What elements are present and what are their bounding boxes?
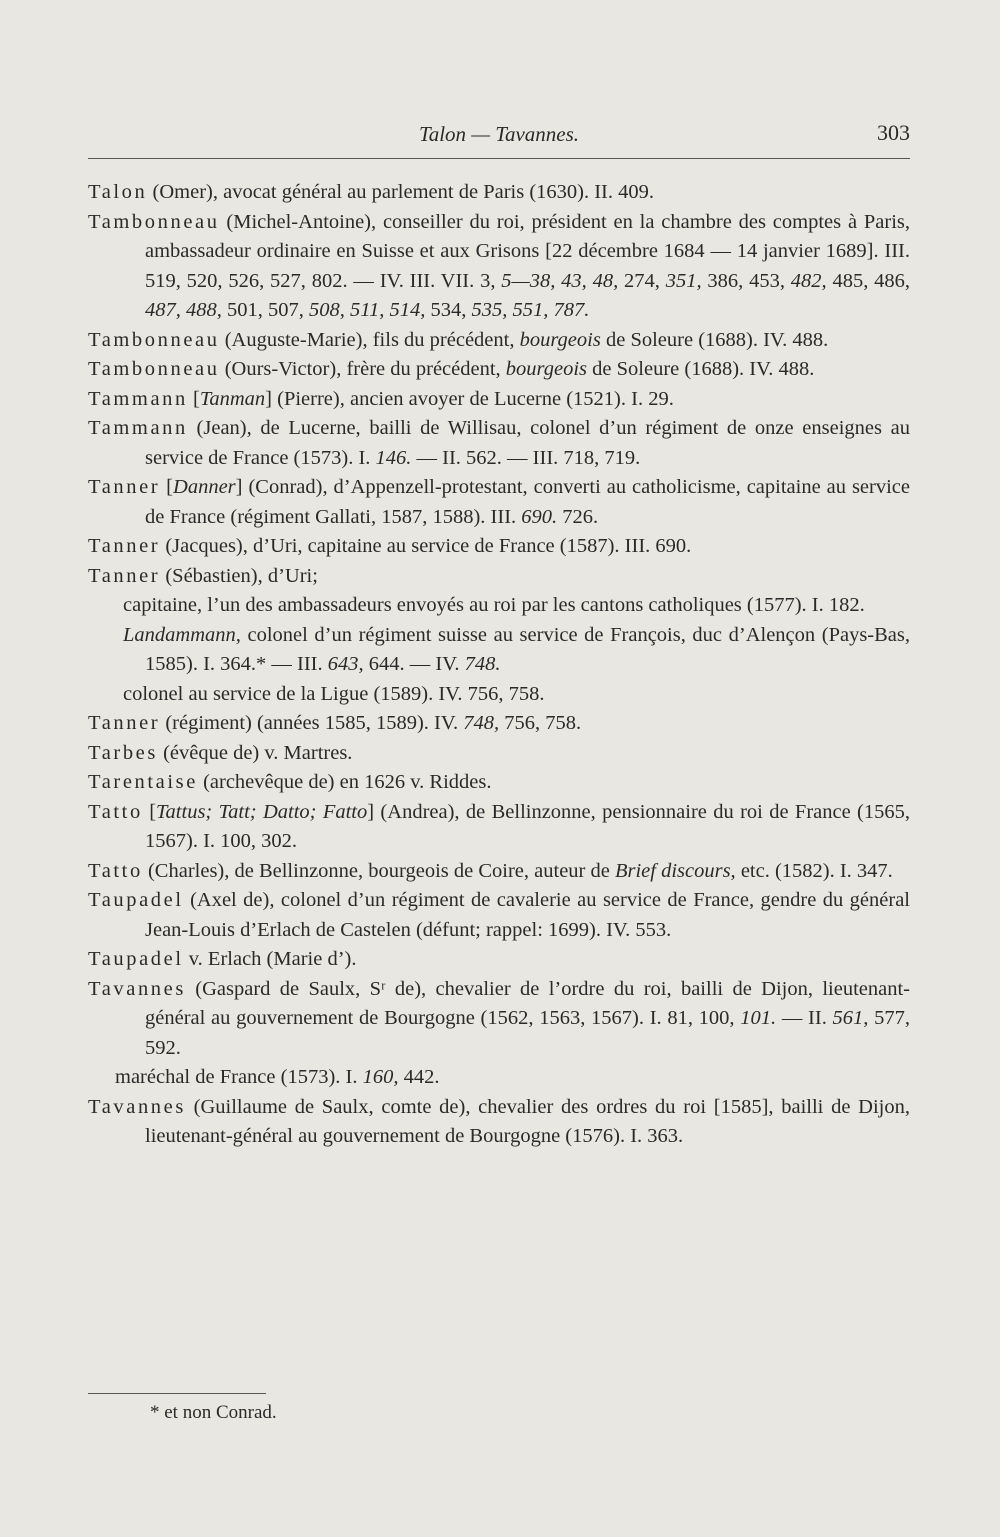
entry-text: 644. — IV. [363, 653, 465, 675]
entry-headword: Tanner [88, 712, 161, 734]
entry-text-italic: Landammann, [123, 623, 241, 646]
entry-headword: Tambonneau [88, 328, 220, 351]
entry-headword: Tavannes [88, 977, 186, 1000]
index-entry [88, 739, 910, 769]
entry-text: (évêque de) v. Martres. [157, 741, 353, 764]
index-entry [88, 768, 910, 798]
entry-text-italic: 101. [740, 1007, 777, 1029]
entry-text: (Omer), avocat général au parlement de Paris (1630). II. 409. [147, 181, 654, 203]
entry-text-italic: 748, [463, 712, 500, 734]
entry-text: (archevêque de) en 1626 v. Riddes. [197, 771, 492, 793]
index-entry [88, 385, 910, 415]
entry-text: 577, 592. [145, 1007, 911, 1059]
entry-text-italic: 561, [832, 1007, 869, 1029]
entry-text: (régiment) (années 1585, 1589). IV. [160, 712, 464, 734]
entry-text: (Guillaume de Saulx, comte de), chevalier des ordres du roi [1585], bailli de Dijon, lieutenant-général au gouvernement de Bourgogne (1576). I. 363. [145, 1095, 910, 1147]
index-entries [88, 178, 910, 1152]
entry-text: v. Erlach (Marie d’). [183, 948, 357, 970]
index-entry [88, 473, 910, 532]
entry-text: 534, [425, 299, 472, 321]
entry-text-italic: Tattus; Tatt; Datto; Fatto [156, 800, 368, 823]
entry-text-italic: 146. [375, 446, 412, 469]
index-entry [88, 326, 910, 356]
entry-text-italic: Danner [173, 476, 236, 498]
entry-headword: Taupadel [88, 948, 184, 970]
entry-text-italic: 487, 488, [145, 299, 222, 321]
entry-text-italic: 690. [521, 505, 558, 528]
entry-text: colonel au service de la Ligue (1589). IV. 756, 758. [123, 682, 545, 705]
entry-headword: Taupadel [88, 889, 184, 911]
entry-text: (Charles), de Bellinzonne, bourgeois de Coire, auteur de [142, 859, 615, 882]
entry-headword: Tatto [88, 800, 143, 823]
entry-text-italic: 535, 551, 787. [471, 299, 590, 321]
entry-headword: Tavannes [88, 1095, 186, 1118]
footnote-rule [88, 1393, 266, 1394]
index-entry [88, 532, 910, 562]
index-entry [88, 1093, 910, 1152]
entry-text-italic: bourgeois [519, 328, 601, 351]
entry-text: (Jean), de Lucerne, bailli de Willisau, colonel d’un régiment de onze enseignes au service de France (1573). I. [145, 417, 910, 469]
index-entry [88, 208, 910, 326]
entry-headword: Tambonneau [88, 358, 220, 380]
entry-text: (Jacques), d’Uri, capitaine au service de France (1587). III. 690. [160, 535, 692, 557]
running-head [88, 118, 910, 159]
entry-text: 386, 453, [701, 269, 791, 292]
footnote: * et non Conrad. [150, 1402, 277, 1423]
entry-text-italic: Brief discours, [614, 859, 736, 882]
entry-text-italic: 351, [665, 269, 702, 292]
entry-text: 756, 758. [499, 712, 582, 734]
entry-text: 485, 486, [826, 269, 911, 292]
entry-text: [ [160, 476, 174, 498]
entry-headword: Tatto [88, 859, 143, 882]
entry-text: de Soleure (1688). IV. 488. [600, 328, 829, 351]
entry-headword: Tarentaise [88, 771, 198, 793]
index-entry [88, 945, 910, 975]
entry-text: maréchal de France (1573). I. [115, 1066, 363, 1088]
entry-text: (Ours-Victor), frère du précédent, [219, 358, 506, 380]
index-subentry [88, 680, 910, 710]
entry-headword: Tammann [88, 417, 188, 439]
entry-text: 726. [557, 505, 599, 528]
entry-text: ] (Conrad), d’Appenzell-protestant, converti au catholicisme, capitaine au service de France (régiment Gallati, 1587, 1588). III. [145, 476, 911, 528]
page-number: 303 [877, 120, 910, 145]
entry-text-italic: 160, [362, 1066, 399, 1088]
entry-text: capitaine, l’un des ambassadeurs envoyés au roi par les cantons catholiques (1577). I. 182. [123, 594, 865, 616]
index-entry [88, 355, 910, 385]
entry-text: — II. 562. — III. 718, 719. [411, 446, 641, 469]
entry-headword: Tanner [88, 476, 161, 498]
entry-text: 501, 507, [221, 299, 309, 321]
index-entry [88, 798, 910, 857]
entry-text: ] (Pierre), ancien avoyer de Lucerne (1521). I. 29. [265, 387, 674, 410]
index-subentry [88, 591, 910, 621]
index-entry [88, 886, 910, 945]
index-entry [88, 414, 910, 473]
entry-text: — II. [776, 1007, 833, 1029]
entry-text: de Soleure (1688). IV. 488. [587, 358, 815, 380]
index-subentry [88, 621, 910, 680]
index-entry [88, 975, 910, 1064]
entry-text: colonel d’un régiment suisse au service de François, duc d’Alençon (Pays-Bas, 1585). I. 364.* — III. [145, 623, 910, 675]
index-entry [88, 178, 910, 208]
entry-text-italic: 748. [464, 653, 501, 675]
entry-text-italic: 5—38, 43, 48, [501, 269, 619, 292]
entry-text: ] (Andrea), de Bellinzonne, pensionnaire du roi de France (1565, 1567). I. 100, 302. [145, 800, 911, 852]
entry-headword: Tanner [88, 535, 161, 557]
entry-text: etc. (1582). I. 347. [735, 859, 893, 882]
entry-text: 442. [398, 1066, 440, 1088]
entry-text: (Michel-Antoine), conseiller du roi, président en la chambre des comptes à Paris, ambassadeur ordinaire en Suisse et aux Grisons [22 décembre 1684 — 14 janvier 1689]. III. 519, 520, 526, 527, 802. — IV. III. VII. 3, [145, 210, 910, 292]
entry-text: [ [187, 387, 200, 410]
entry-text-italic: 643, [327, 653, 364, 675]
entry-text: [ [142, 800, 157, 823]
index-entry [88, 709, 910, 739]
entry-headword: Tanner [88, 564, 161, 587]
entry-headword: Talon [88, 181, 148, 203]
entry-text: (Axel de), colonel d’un régiment de cavalerie au service de France, gendre du général Jean-Louis d’Erlach de Castelen (défunt; rappel: 1699). IV. 553. [145, 889, 910, 941]
running-title: Talon — Tavannes. [418, 122, 580, 146]
entry-text: (Gaspard de Saulx, Sʳ de), chevalier de l’ordre du roi, bailli de Dijon, lieutenant-général au gouvernement de Bourgogne (1562, 1563, 1567). I. 81, 100, [145, 977, 910, 1029]
index-entry [88, 857, 910, 887]
entry-text-italic: Tanman [199, 387, 266, 410]
entry-text-italic: 508, 511, 514, [309, 299, 426, 321]
entry-headword: Tarbes [88, 741, 158, 764]
index-entry [88, 562, 910, 592]
entry-text-italic: bourgeois [505, 358, 588, 380]
entry-headword: Tammann [88, 387, 188, 410]
index-subentry [88, 1063, 910, 1093]
entry-text-italic: 482, [790, 269, 827, 292]
entry-headword: Tambonneau [88, 210, 220, 233]
entry-text: (Sébastien), d’Uri; [160, 564, 318, 587]
entry-text: (Auguste-Marie), fils du précédent, [219, 328, 520, 351]
entry-text: 274, [618, 269, 666, 292]
